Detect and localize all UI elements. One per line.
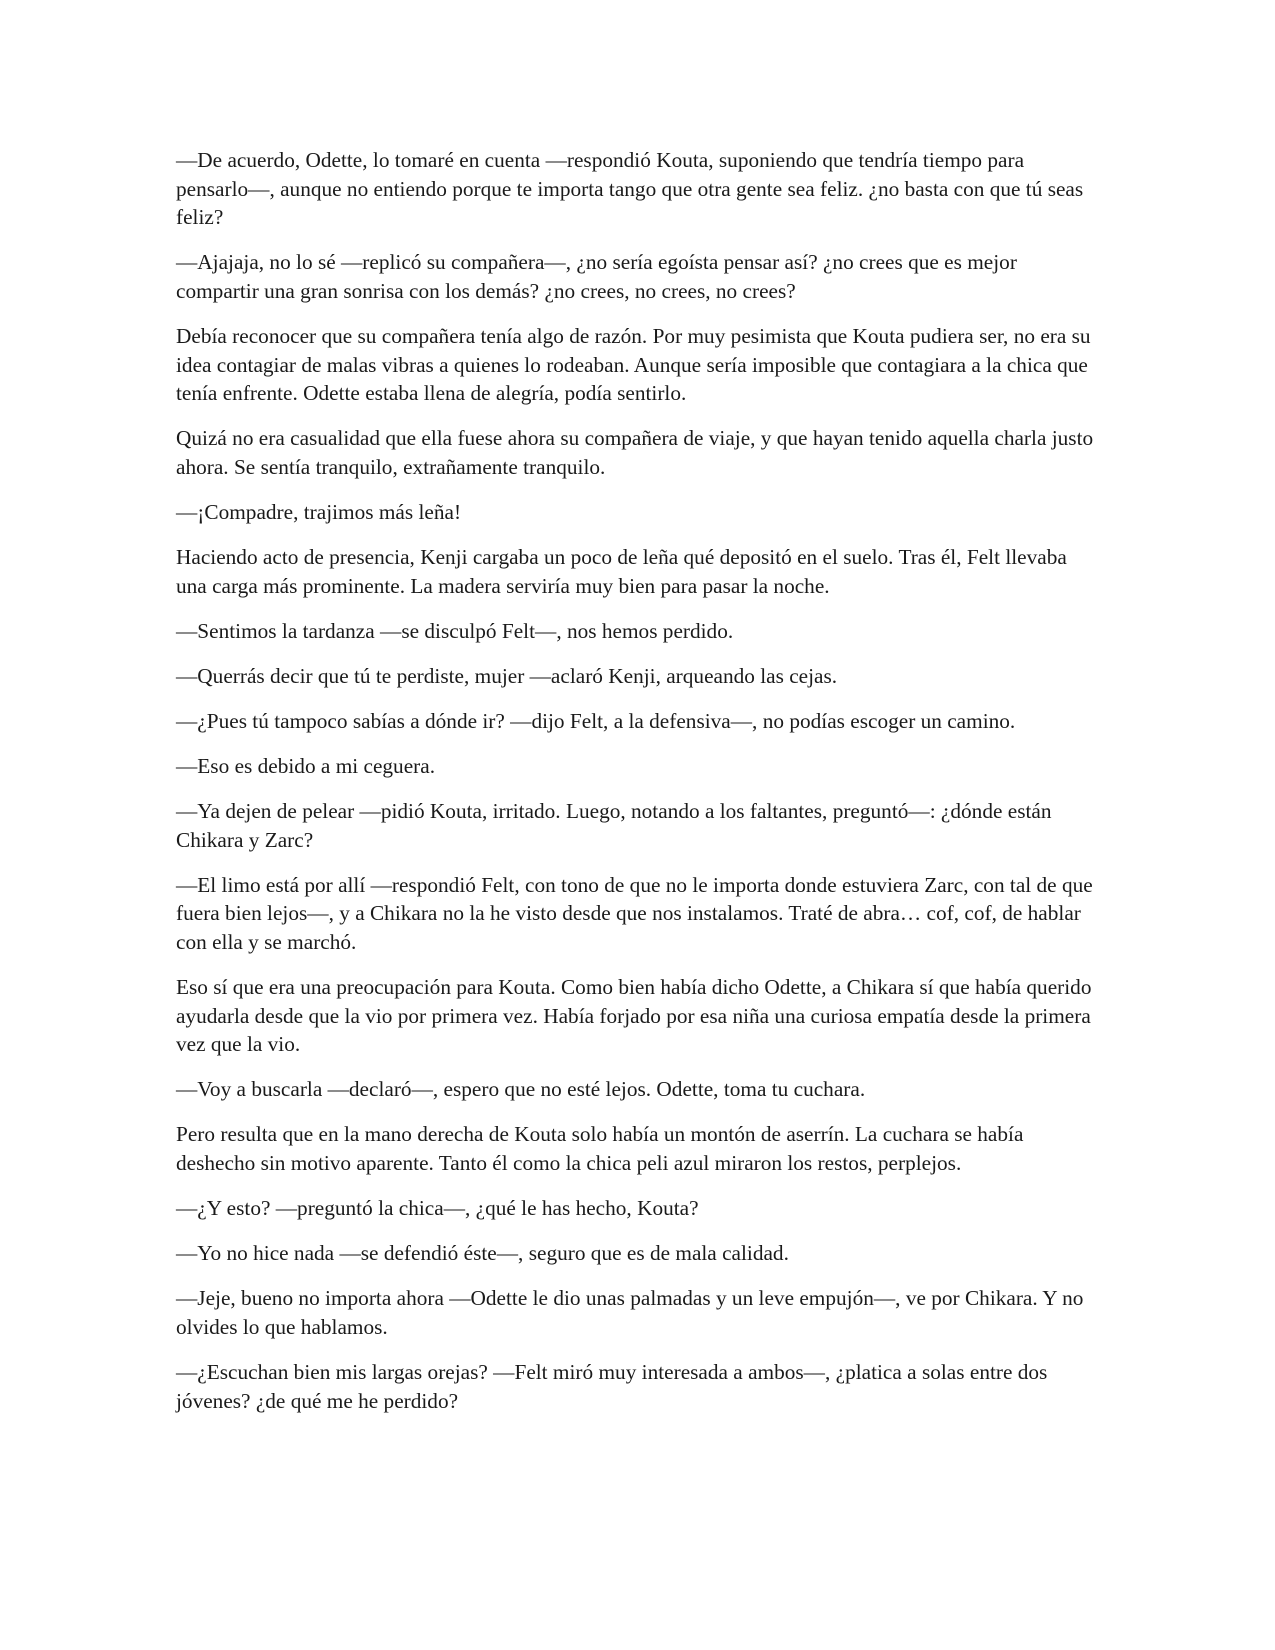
paragraph: Quizá no era casualidad que ella fuese ahora su compañera de viaje, y que hayan tenido aquella charla justo ahora. Se sentía tranquilo, extrañamente tranquilo. <box>176 426 1094 479</box>
paragraph: —El limo está por allí —respondió Felt, con tono de que no le importa donde estuviera Zarc, con tal de que fuera bien lejos—, y a Chikara no la he visto desde que nos instalamos. Traté de abra… cof, cof, de hablar con ella y se marchó. <box>176 872 1093 954</box>
body-text <box>176 146 1096 1432</box>
paragraph: Pero resulta que en la mano derecha de Kouta solo había un montón de aserrín. La cuchara se había deshecho sin motivo aparente. Tanto él como la chica peli azul miraron los restos, perplejos. <box>176 1122 1024 1176</box>
paragraph: —Sentimos la tardanza —se disculpó Felt—, nos hemos perdido. <box>176 618 734 643</box>
paragraph: —Eso es debido a mi ceguera. <box>176 754 436 778</box>
paragraph: Debía reconocer que su compañera tenía algo de razón. Por muy pesimista que Kouta pudiera ser, no era su idea contagiar de malas vibras a quienes lo rodeaban. Aunque sería imposible que contagiara a la chica que tenía enfrente. Odette estaba llena de alegría, podía sentirlo. <box>176 323 1091 406</box>
paragraph: —Ajajaja, no lo sé —replicó su compañera—, ¿no sería egoísta pensar así? ¿no crees que es mejor compartir una gran sonrisa con los demás? ¿no crees, no crees, no crees? <box>176 250 1017 303</box>
paragraph: Haciendo acto de presencia, Kenji cargaba un poco de leña qué depositó en el suelo. Tras él, Felt llevaba una carga más prominente. La madera serviría muy bien para pasar la noche. <box>176 545 1067 598</box>
paragraph: Eso sí que era una preocupación para Kouta. Como bien había dicho Odette, a Chikara sí que había querido ayudarla desde que la vio por primera vez. Había forjado por esa niña una curiosa empatía desde la primera vez que la vio. <box>176 975 1092 1057</box>
paragraph: —Yo no hice nada —se defendió éste—, seguro que es de mala calidad. <box>176 1241 789 1266</box>
paragraph: —Voy a buscarla —declaró—, espero que no esté lejos. Odette, toma tu cuchara. <box>176 1077 866 1102</box>
paragraph: —¡Compadre, trajimos más leña! <box>176 499 462 524</box>
paragraph: —¿Escuchan bien mis largas orejas? —Felt miró muy interesada a ambos—, ¿platica a solas entre dos jóvenes? ¿de qué me he perdido? <box>176 1360 1048 1413</box>
paragraph: —De acuerdo, Odette, lo tomaré en cuenta —respondió Kouta, suponiendo que tendría tiempo para pensarlo—, aunque no entiendo porque te importa tango que otra gente sea feliz. ¿no basta con que tú seas feliz? <box>176 148 1084 230</box>
paragraph: —¿Y esto? —preguntó la chica—, ¿qué le has hecho, Kouta? <box>176 1196 699 1221</box>
paragraph: —Querrás decir que tú te perdiste, mujer —aclaró Kenji, arqueando las cejas. <box>176 663 838 688</box>
paragraph: —Ya dejen de pelear —pidió Kouta, irritado. Luego, notando a los faltantes, preguntó—: ¿dónde están Chikara y Zarc? <box>176 799 1052 852</box>
paragraph: —¿Pues tú tampoco sabías a dónde ir? —dijo Felt, a la defensiva—, no podías escoger un camino. <box>176 708 1016 733</box>
paragraph: —Jeje, bueno no importa ahora —Odette le dio unas palmadas y un leve empujón—, ve por Chikara. Y no olvides lo que hablamos. <box>176 1286 1084 1339</box>
